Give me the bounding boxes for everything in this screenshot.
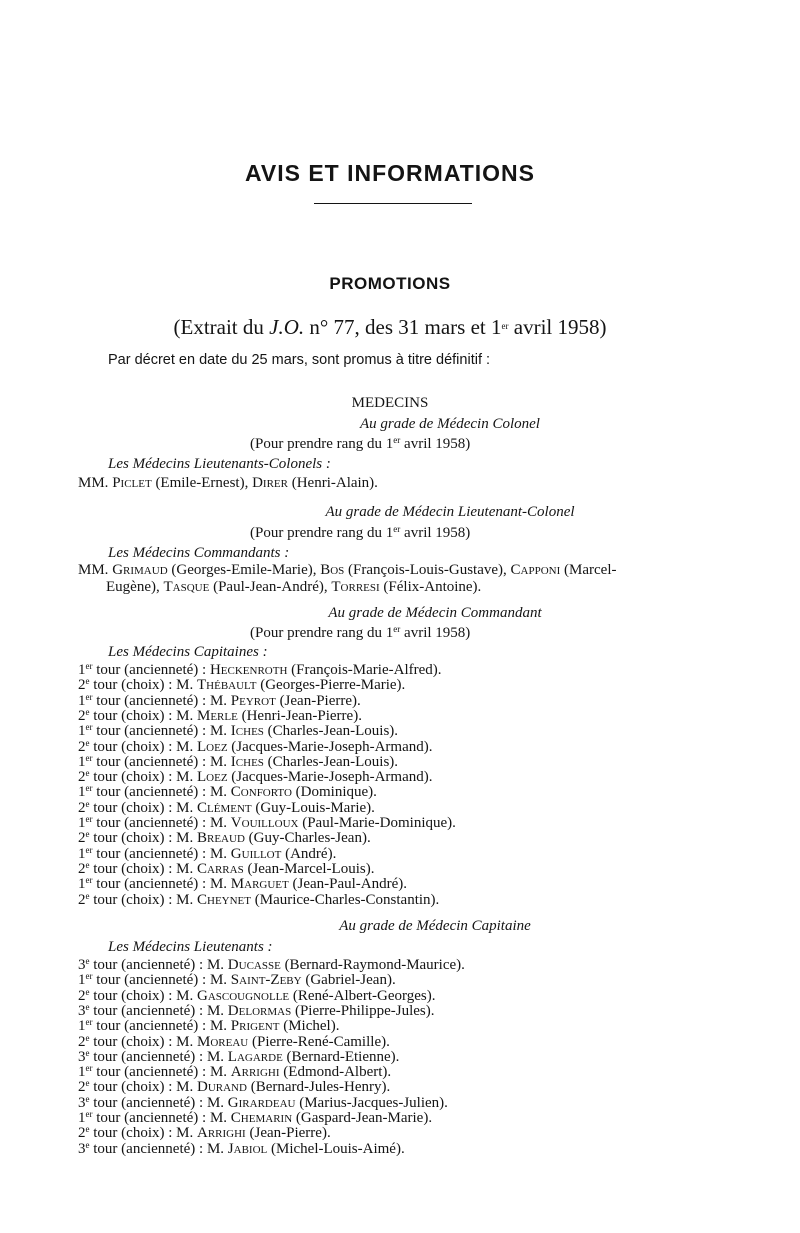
- officer-surname: Girardeau: [227, 1094, 296, 1111]
- entry-tour-number: 2: [78, 707, 86, 724]
- entry-honorific: M.: [206, 1140, 225, 1157]
- officer-surname: Bos: [320, 562, 345, 578]
- group-label-colonel: Les Médecins Lieutenants-Colonels :: [108, 456, 331, 472]
- officer-surname: Vouilloux: [230, 815, 299, 831]
- officer-surname: Durand: [197, 1079, 247, 1096]
- entry-honorific: M.: [209, 1110, 228, 1126]
- entry-honorific: M.: [176, 830, 194, 847]
- promotion-entry: [78, 986, 436, 1004]
- entry-tour-sup: e: [85, 1093, 90, 1104]
- entry-tour-word: tour: [96, 753, 121, 770]
- officer-given-names: (Jean-Pierre).: [249, 1125, 331, 1142]
- entry-tour-word: tour: [96, 876, 121, 893]
- entry-tour-number: 3: [78, 1048, 86, 1065]
- entry-tour-word: tour: [93, 1002, 118, 1019]
- entry-mode: (choix) :: [121, 860, 173, 877]
- entry-honorific: M.: [209, 1064, 228, 1081]
- entry-tour-word: tour: [96, 784, 121, 801]
- text-run: (Emile-Ernest),: [151, 475, 253, 491]
- entry-tour-word: tour: [96, 692, 121, 709]
- text-run: (Henri-Alain).: [287, 475, 378, 491]
- promotion-entry: [78, 844, 337, 862]
- extract-reference: [0, 315, 780, 340]
- entry-tour-word: tour: [93, 1048, 118, 1065]
- promotion-entry: [78, 798, 375, 816]
- officer-given-names: (Georges-Pierre-Marie).: [260, 677, 406, 694]
- entry-tour-number: 1: [78, 753, 86, 770]
- officer-surname: Loez: [197, 769, 228, 786]
- officer-surname: Merle: [197, 707, 238, 724]
- entry-tour-number: 3: [78, 1002, 86, 1019]
- entry-honorific: M.: [209, 723, 228, 740]
- names-colonel: [78, 476, 378, 491]
- promotion-entry: [78, 678, 405, 693]
- entry-tour-word: tour: [93, 769, 118, 786]
- entry-tour-sup: er: [85, 722, 93, 733]
- officer-surname: Tasque: [163, 579, 210, 595]
- entry-tour-word: tour: [96, 972, 121, 989]
- entry-honorific: M.: [176, 769, 194, 786]
- officer-surname: Iches: [230, 753, 264, 770]
- entry-tour-word: tour: [93, 1094, 118, 1111]
- entry-honorific: M.: [209, 692, 228, 709]
- entry-tour-word: tour: [93, 1140, 118, 1157]
- entry-tour-number: 1: [78, 1064, 86, 1081]
- officer-given-names: (Bernard-Jules-Henry).: [250, 1079, 391, 1096]
- entry-tour-word: tour: [93, 707, 118, 724]
- rank-text-a: (Pour prendre rang du 1: [250, 625, 394, 641]
- officer-surname: Chemarin: [230, 1110, 293, 1126]
- entry-honorific: M.: [206, 1048, 225, 1065]
- entry-honorific: M.: [206, 1094, 225, 1111]
- entry-honorific: M.: [209, 876, 228, 893]
- entry-mode: (ancienneté) :: [121, 1002, 204, 1019]
- entry-tour-number: 2: [78, 769, 86, 786]
- entry-honorific: M.: [176, 1125, 194, 1142]
- rank-text-b: avril 1958): [400, 525, 471, 541]
- entry-tour-sup: e: [85, 1078, 90, 1089]
- entry-mode: (ancienneté) :: [124, 723, 207, 740]
- entry-honorific: M.: [176, 799, 194, 816]
- entry-tour-sup: e: [85, 706, 90, 717]
- names-lt-colonel-line-2: [106, 580, 481, 595]
- promotion-entry: [78, 1065, 391, 1080]
- officer-given-names: (Henri-Jean-Pierre).: [241, 707, 362, 724]
- officer-given-names: (André).: [285, 845, 337, 862]
- decree-intro: Par décret en date du 25 mars, sont promus à titre définitif :: [108, 352, 491, 368]
- promotion-entry: [78, 724, 398, 739]
- entry-honorific: M.: [209, 784, 228, 801]
- promotion-entry: [78, 1126, 331, 1141]
- officer-surname: Delormas: [227, 1002, 292, 1019]
- officer-given-names: (Marius-Jacques-Julien).: [299, 1094, 448, 1111]
- officer-given-names: (Bernard-Raymond-Maurice).: [284, 957, 465, 973]
- text-run: (Georges-Emile-Marie),: [167, 562, 321, 578]
- grade-heading-commandant: Au grade de Médecin Commandant: [328, 605, 542, 621]
- entry-mode: (choix) :: [121, 677, 173, 694]
- entry-tour-sup: e: [85, 859, 90, 870]
- entry-mode: (ancienneté) :: [124, 1110, 207, 1126]
- entry-tour-sup: e: [85, 1139, 90, 1150]
- entry-mode: (ancienneté) :: [121, 1048, 204, 1065]
- officer-surname: Capponi: [510, 562, 561, 578]
- officer-given-names: (Charles-Jean-Louis).: [267, 753, 399, 770]
- entry-honorific: M.: [176, 738, 194, 755]
- officer-given-names: (Gaspard-Jean-Marie).: [295, 1110, 433, 1126]
- entry-tour-sup: e: [85, 676, 90, 687]
- entry-tour-word: tour: [93, 1079, 118, 1096]
- entry-tour-sup: e: [85, 1124, 90, 1135]
- officer-surname: Moreau: [197, 1033, 249, 1050]
- entry-tour-number: 3: [78, 1140, 86, 1157]
- entry-tour-sup: e: [85, 829, 90, 840]
- entry-tour-number: 2: [78, 677, 86, 694]
- entry-mode: (ancienneté) :: [124, 662, 207, 678]
- officer-surname: Cheynet: [197, 891, 251, 908]
- entry-tour-number: 2: [78, 830, 86, 847]
- entry-tour-number: 2: [78, 1079, 86, 1096]
- officer-surname: Lagarde: [227, 1048, 283, 1065]
- entry-mode: (choix) :: [121, 1033, 173, 1050]
- officer-surname: Conforto: [230, 784, 292, 801]
- entry-mode: (ancienneté) :: [124, 845, 207, 862]
- entry-tour-sup: er: [85, 971, 93, 982]
- entry-tour-word: tour: [96, 1110, 121, 1126]
- entry-honorific: M.: [176, 891, 194, 908]
- entry-tour-sup: er: [85, 1063, 93, 1074]
- rank-date-colonel: [250, 437, 470, 452]
- entry-tour-number: 2: [78, 1033, 86, 1050]
- text-run: MM.: [78, 562, 113, 578]
- rank-sup: er: [393, 524, 401, 534]
- promotion-entry: [78, 890, 440, 908]
- officer-given-names: (Jacques-Marie-Joseph-Armand).: [231, 769, 433, 786]
- officer-surname: Grimaud: [112, 562, 168, 578]
- officer-given-names: (Guy-Louis-Marie).: [255, 799, 375, 816]
- entry-tour-sup: e: [85, 798, 90, 809]
- entry-tour-sup: er: [85, 875, 93, 886]
- entry-tour-number: 2: [78, 1125, 86, 1142]
- entry-mode: (choix) :: [121, 891, 173, 908]
- officer-surname: Marguet: [230, 876, 289, 893]
- entry-mode: (ancienneté) :: [124, 692, 207, 709]
- group-label-capitaine: Les Médecins Lieutenants :: [108, 939, 273, 955]
- promotion-entry: [78, 691, 361, 709]
- entry-tour-sup: e: [85, 986, 90, 997]
- text-run: (Marcel-: [560, 562, 617, 578]
- rank-text-b: avril 1958): [400, 625, 471, 641]
- officer-surname: Gascougnolle: [197, 987, 290, 1004]
- entry-honorific: M.: [176, 1033, 194, 1050]
- entry-tour-sup: er: [85, 783, 93, 794]
- entry-mode: (choix) :: [121, 799, 173, 816]
- entry-tour-word: tour: [96, 1018, 121, 1035]
- text-run: MM.: [78, 475, 113, 491]
- rank-text-b: avril 1958): [400, 436, 471, 452]
- entry-tour-number: 3: [78, 957, 86, 973]
- officer-given-names: (Paul-Marie-Dominique).: [302, 815, 456, 831]
- extract-sup: er: [501, 321, 509, 331]
- entry-tour-word: tour: [93, 1125, 118, 1142]
- text-run: (Félix-Antoine).: [379, 579, 482, 595]
- entry-tour-number: 2: [78, 799, 86, 816]
- text-run: Eugène),: [106, 579, 164, 595]
- extract-mid: n° 77, des 31 mars et 1: [304, 315, 502, 339]
- entry-tour-sup: er: [85, 691, 93, 702]
- entry-mode: (ancienneté) :: [121, 1094, 204, 1111]
- officer-surname: Ducasse: [227, 957, 281, 973]
- entry-tour-sup: e: [85, 1032, 90, 1043]
- entry-tour-sup: er: [85, 1017, 93, 1028]
- grade-heading-colonel: Au grade de Médecin Colonel: [360, 416, 540, 432]
- entry-tour-number: 1: [78, 845, 86, 862]
- officer-given-names: (Jean-Marcel-Louis).: [247, 860, 375, 877]
- entry-mode: (choix) :: [121, 987, 173, 1004]
- entry-tour-number: 2: [78, 891, 86, 908]
- promotion-entry: [78, 859, 375, 877]
- rank-sup: er: [393, 435, 401, 445]
- entry-honorific: M.: [176, 1079, 194, 1096]
- entry-honorific: M.: [209, 845, 228, 862]
- entry-tour-word: tour: [96, 662, 121, 678]
- entry-tour-word: tour: [96, 723, 121, 740]
- entry-tour-sup: er: [85, 814, 93, 824]
- promotion-entry: [78, 1032, 390, 1050]
- entry-tour-word: tour: [96, 845, 121, 862]
- entry-honorific: M.: [209, 972, 228, 989]
- entry-tour-sup: e: [85, 956, 90, 966]
- promotion-entry: [78, 1080, 390, 1095]
- entry-tour-sup: e: [85, 890, 90, 901]
- promotion-entry: [78, 1047, 400, 1065]
- promotion-entry: [78, 877, 407, 892]
- officer-surname: Jabiol: [227, 1140, 268, 1157]
- extract-prefix: (Extrait du: [173, 315, 270, 339]
- promotion-entry: [78, 737, 433, 755]
- entry-tour-word: tour: [96, 815, 121, 831]
- entry-mode: (ancienneté) :: [121, 1140, 204, 1157]
- promotion-entry: [78, 752, 399, 770]
- entry-mode: (ancienneté) :: [124, 1018, 207, 1035]
- entry-tour-sup: er: [85, 661, 93, 671]
- entry-mode: (ancienneté) :: [124, 784, 207, 801]
- officer-given-names: (Guy-Charles-Jean).: [248, 830, 371, 847]
- promotion-entry: [78, 785, 377, 800]
- officer-given-names: (Jean-Paul-André).: [292, 876, 408, 893]
- officer-surname: Heckenroth: [209, 662, 288, 678]
- group-label-lt-colonel: Les Médecins Commandants :: [108, 545, 290, 561]
- text-run: (François-Louis-Gustave),: [344, 562, 511, 578]
- officer-given-names: (Maurice-Charles-Constantin).: [254, 891, 440, 908]
- entry-mode: (ancienneté) :: [124, 876, 207, 893]
- entry-tour-sup: e: [85, 768, 90, 779]
- entry-honorific: M.: [176, 987, 194, 1004]
- officer-surname: Carras: [197, 860, 244, 877]
- entry-tour-number: 1: [78, 662, 86, 678]
- entry-tour-number: 1: [78, 972, 86, 989]
- entry-tour-number: 2: [78, 738, 86, 755]
- extract-journal: J.O.: [269, 315, 305, 339]
- promotion-entry: [78, 973, 396, 988]
- rank-date-commandant: [250, 626, 470, 641]
- entry-tour-word: tour: [93, 799, 118, 816]
- entry-mode: (choix) :: [121, 830, 173, 847]
- officer-surname: Prigent: [230, 1018, 280, 1035]
- entry-tour-number: 1: [78, 692, 86, 709]
- entry-honorific: M.: [176, 677, 194, 694]
- entry-mode: (ancienneté) :: [124, 1064, 207, 1081]
- officer-surname: Breaud: [197, 830, 245, 847]
- rank-sup: er: [393, 624, 401, 634]
- officer-given-names: (Charles-Jean-Louis).: [267, 723, 399, 740]
- entry-tour-sup: er: [85, 844, 93, 855]
- officer-surname: Thébault: [197, 677, 257, 694]
- section-title: PROMOTIONS: [329, 274, 451, 293]
- entry-honorific: M.: [206, 1002, 225, 1019]
- officer-given-names: (François-Marie-Alfred).: [291, 662, 442, 678]
- entry-honorific: M.: [176, 707, 194, 724]
- entry-tour-number: 2: [78, 987, 86, 1004]
- officer-surname: Torresi: [331, 579, 380, 595]
- entry-mode: (ancienneté) :: [124, 753, 207, 770]
- entry-tour-number: 1: [78, 784, 86, 801]
- entry-mode: (choix) :: [121, 738, 173, 755]
- entry-tour-number: 1: [78, 1110, 86, 1126]
- entry-tour-sup: er: [85, 1109, 93, 1119]
- title-divider: [314, 203, 472, 204]
- officer-surname: Piclet: [112, 475, 152, 491]
- officer-given-names: (Michel-Louis-Aimé).: [271, 1140, 405, 1157]
- entry-tour-word: tour: [93, 1033, 118, 1050]
- page-title: AVIS ET INFORMATIONS: [244, 160, 536, 186]
- rank-text-a: (Pour prendre rang du 1: [250, 436, 394, 452]
- extract-suffix: avril 1958): [508, 315, 607, 339]
- promotion-entry: [78, 958, 465, 973]
- entry-tour-word: tour: [93, 860, 118, 877]
- grade-heading-lt-colonel: Au grade de Médecin Lieutenant-Colonel: [325, 504, 575, 520]
- officer-surname: Arrighi: [197, 1125, 246, 1142]
- rank-date-lt-colonel: [250, 526, 470, 541]
- entry-tour-sup: e: [85, 1001, 90, 1012]
- entry-tour-number: 1: [78, 1018, 86, 1035]
- officer-given-names: (Edmond-Albert).: [283, 1064, 392, 1081]
- entry-tour-word: tour: [93, 830, 118, 847]
- officer-given-names: (Jean-Pierre).: [279, 692, 361, 709]
- officer-given-names: (Pierre-Philippe-Jules).: [294, 1002, 435, 1019]
- officer-surname: Clément: [197, 799, 252, 816]
- officer-surname: Loez: [197, 738, 228, 755]
- entry-honorific: M.: [209, 753, 228, 770]
- officer-surname: Arrighi: [230, 1064, 280, 1081]
- entry-tour-number: 3: [78, 1094, 86, 1111]
- entry-mode: (ancienneté) :: [124, 815, 207, 831]
- entry-tour-word: tour: [93, 677, 118, 694]
- entry-honorific: M.: [209, 1018, 228, 1035]
- promotion-entry: [78, 1111, 432, 1126]
- promotion-entry: [78, 1019, 339, 1034]
- entry-tour-word: tour: [93, 891, 118, 908]
- officer-surname: Peyrot: [230, 692, 276, 709]
- entry-honorific: M.: [176, 860, 194, 877]
- promotion-entry: [78, 1093, 448, 1111]
- promotion-entry: [78, 770, 432, 785]
- entry-tour-number: 1: [78, 876, 86, 893]
- entry-mode: (choix) :: [121, 1125, 173, 1142]
- entry-tour-word: tour: [96, 1064, 121, 1081]
- officer-given-names: (Jacques-Marie-Joseph-Armand).: [231, 738, 433, 755]
- promotion-entry: [78, 831, 371, 846]
- officer-given-names: (Dominique).: [295, 784, 377, 801]
- promotion-entry: [78, 816, 456, 831]
- entry-mode: (choix) :: [121, 1079, 173, 1096]
- grade-heading-capitaine: Au grade de Médecin Capitaine: [339, 918, 531, 934]
- entry-mode: (choix) :: [121, 707, 173, 724]
- promotion-entry: [78, 663, 442, 678]
- entry-tour-word: tour: [93, 738, 118, 755]
- promotion-entry: [78, 1139, 405, 1157]
- officer-surname: Saint-Zeby: [230, 972, 302, 989]
- entry-tour-word: tour: [93, 957, 118, 973]
- entry-tour-number: 2: [78, 860, 86, 877]
- entry-tour-sup: e: [85, 737, 90, 748]
- entry-tour-number: 1: [78, 723, 86, 740]
- officer-given-names: (Pierre-René-Camille).: [251, 1033, 390, 1050]
- rank-text-a: (Pour prendre rang du 1: [250, 525, 394, 541]
- entry-tour-sup: er: [85, 752, 93, 763]
- group-label-commandant: Les Médecins Capitaines :: [108, 644, 268, 660]
- promotion-entry: [78, 706, 362, 724]
- category-heading: MEDECINS: [351, 395, 429, 411]
- entry-mode: (ancienneté) :: [121, 957, 204, 973]
- officer-surname: Guillot: [230, 845, 282, 862]
- entry-honorific: M.: [206, 957, 225, 973]
- entry-honorific: M.: [209, 815, 228, 831]
- entry-mode: (choix) :: [121, 769, 173, 786]
- promotion-entry: [78, 1001, 435, 1019]
- officer-given-names: (Gabriel-Jean).: [305, 972, 396, 989]
- officer-given-names: (Bernard-Etienne).: [286, 1048, 400, 1065]
- officer-surname: Direr: [252, 475, 288, 491]
- entry-tour-word: tour: [93, 987, 118, 1004]
- officer-given-names: (René-Albert-Georges).: [292, 987, 436, 1004]
- officer-given-names: (Michel).: [283, 1018, 340, 1035]
- text-run: (Paul-Jean-André),: [209, 579, 332, 595]
- officer-surname: Iches: [230, 723, 264, 740]
- names-lt-colonel-line-1: [78, 563, 616, 578]
- entry-tour-sup: e: [85, 1047, 90, 1058]
- entry-tour-number: 1: [78, 815, 86, 831]
- entry-mode: (ancienneté) :: [124, 972, 207, 989]
